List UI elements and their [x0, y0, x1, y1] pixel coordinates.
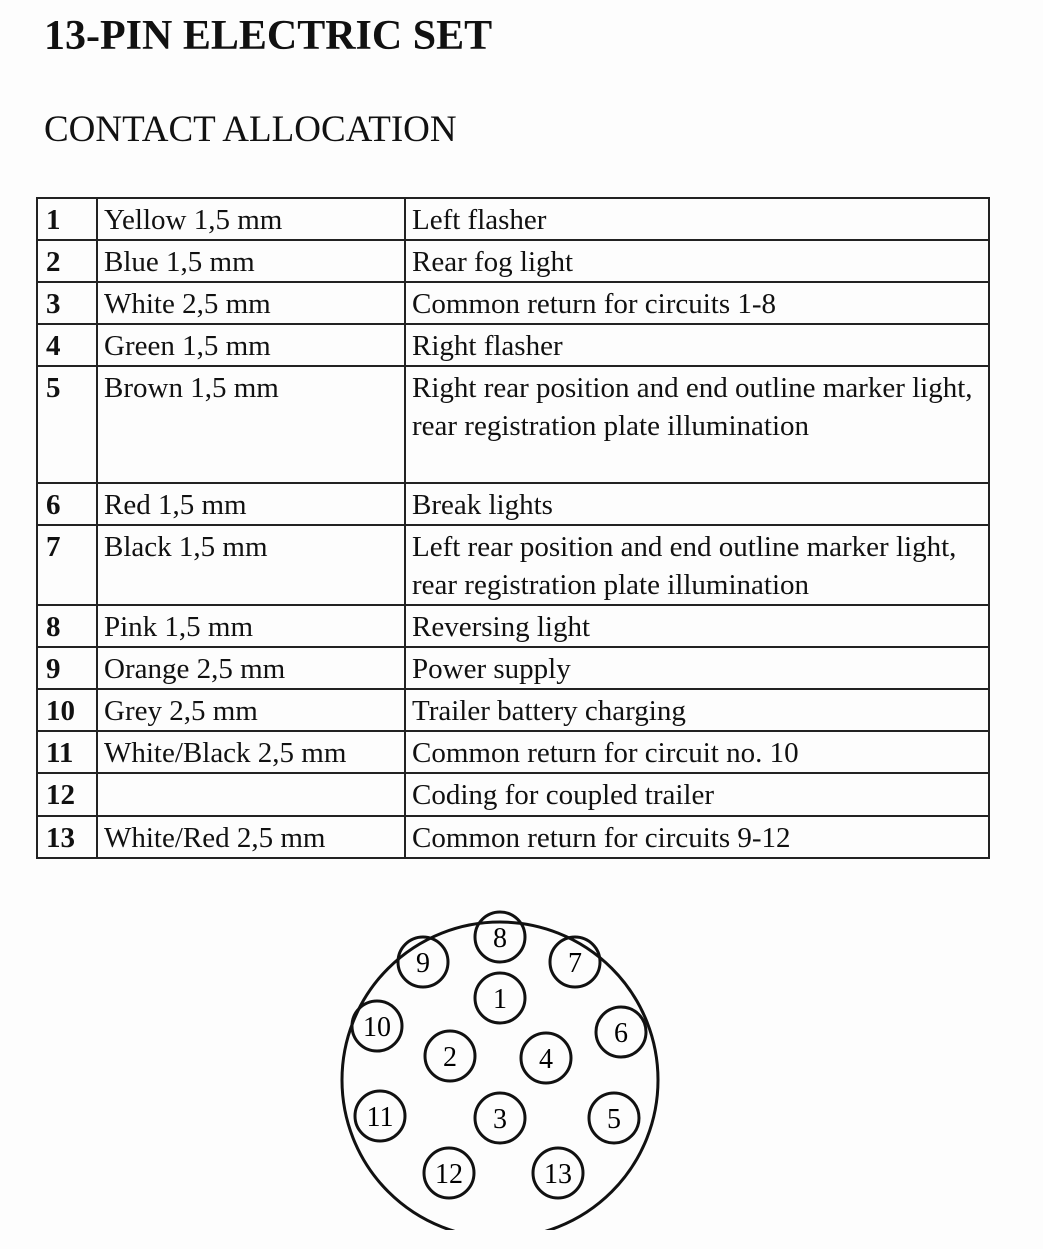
table-row — [37, 366, 989, 483]
section-heading: CONTACT ALLOCATION — [44, 109, 457, 150]
pin-number: 4 — [37, 324, 97, 366]
pin-label: 2 — [443, 1042, 457, 1073]
table-row — [37, 240, 989, 282]
pin-label: 12 — [435, 1159, 463, 1190]
wire-color: Grey 2,5 mm — [97, 689, 405, 731]
wire-color — [97, 773, 405, 816]
pin-label: 3 — [493, 1104, 507, 1135]
document-title: 13-PIN ELECTRIC SET — [44, 13, 493, 59]
table-row — [37, 731, 989, 773]
pin-10 — [352, 1001, 402, 1051]
pin-5 — [589, 1093, 639, 1143]
table-row — [37, 689, 989, 731]
pin-label: 9 — [416, 948, 430, 979]
pin-12 — [424, 1148, 474, 1198]
pin-number: 2 — [37, 240, 97, 282]
pin-label: 8 — [493, 923, 507, 954]
pin-4 — [521, 1033, 571, 1083]
pin-function: Rear fog light — [405, 240, 989, 282]
wire-color: Black 1,5 mm — [97, 525, 405, 605]
table-row — [37, 816, 989, 858]
wire-color: White/Red 2,5 mm — [97, 816, 405, 858]
pin-function: Left rear position and end outline marker light, rear registration plate illumination — [405, 525, 989, 605]
pin-number: 9 — [37, 647, 97, 689]
pin-13 — [533, 1148, 583, 1198]
pin-number: 11 — [37, 731, 97, 773]
wire-color: Green 1,5 mm — [97, 324, 405, 366]
pin-9 — [398, 937, 448, 987]
table-row — [37, 324, 989, 366]
pin-function: Left flasher — [405, 198, 989, 240]
table-row — [37, 773, 989, 816]
pin-label: 6 — [614, 1018, 628, 1049]
pin-number: 8 — [37, 605, 97, 647]
pin-8 — [475, 912, 525, 962]
pin-function: Common return for circuit no. 10 — [405, 731, 989, 773]
connector-outline — [342, 922, 658, 1230]
pin-number: 13 — [37, 816, 97, 858]
pin-2 — [425, 1031, 475, 1081]
pin-number: 7 — [37, 525, 97, 605]
pin-number: 6 — [37, 483, 97, 525]
pin-number: 3 — [37, 282, 97, 324]
wire-color: Brown 1,5 mm — [97, 366, 405, 483]
pin-6 — [596, 1007, 646, 1057]
pin-function: Break lights — [405, 483, 989, 525]
wire-color: Orange 2,5 mm — [97, 647, 405, 689]
pin-3 — [475, 1093, 525, 1143]
pin-function: Right flasher — [405, 324, 989, 366]
wire-color: White 2,5 mm — [97, 282, 405, 324]
pin-1 — [475, 973, 525, 1023]
pin-label: 10 — [363, 1012, 391, 1043]
pin-function: Trailer battery charging — [405, 689, 989, 731]
connector-pin-diagram — [0, 890, 1043, 1230]
pin-label: 11 — [366, 1102, 394, 1133]
pin-function: Power supply — [405, 647, 989, 689]
wire-color: Blue 1,5 mm — [97, 240, 405, 282]
wire-color: Red 1,5 mm — [97, 483, 405, 525]
pin-number: 10 — [37, 689, 97, 731]
wire-color: White/Black 2,5 mm — [97, 731, 405, 773]
pin-function: Common return for circuits 9-12 — [405, 816, 989, 858]
pin-label: 4 — [539, 1044, 553, 1075]
pin-function: Right rear position and end outline marker light, rear registration plate illumination — [405, 366, 989, 483]
pin-7 — [550, 937, 600, 987]
table-row — [37, 198, 989, 240]
pin-number: 12 — [37, 773, 97, 816]
contact-allocation-table — [36, 197, 990, 859]
pin-label: 7 — [568, 948, 582, 979]
pin-function: Common return for circuits 1-8 — [405, 282, 989, 324]
pin-11 — [355, 1091, 405, 1141]
pin-label: 1 — [493, 984, 507, 1015]
table-row — [37, 605, 989, 647]
pin-label: 13 — [544, 1159, 572, 1190]
pin-label: 5 — [607, 1104, 621, 1135]
pin-number: 5 — [37, 366, 97, 483]
table-row — [37, 525, 989, 605]
pin-function: Coding for coupled trailer — [405, 773, 989, 816]
table-row — [37, 282, 989, 324]
table-row — [37, 483, 989, 525]
pin-number: 1 — [37, 198, 97, 240]
wire-color: Pink 1,5 mm — [97, 605, 405, 647]
wire-color: Yellow 1,5 mm — [97, 198, 405, 240]
table-row — [37, 647, 989, 689]
pin-function: Reversing light — [405, 605, 989, 647]
